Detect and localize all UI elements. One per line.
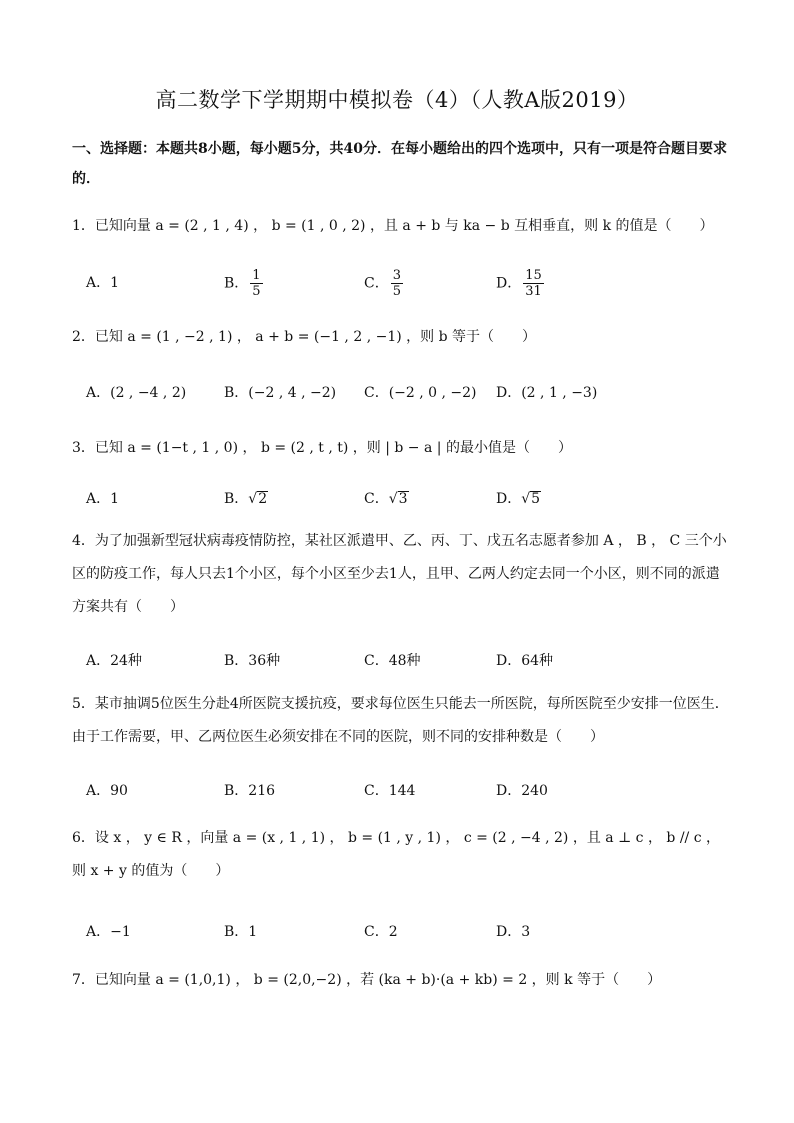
q4-option-c[interactable]: C．48种 <box>364 653 421 669</box>
section-heading: 一、选择题：本题共8小题，每小题5分，共40分．在每小题给出的四个选项中，只有一项是符合题目要求的． <box>72 141 727 187</box>
q3-option-b[interactable] <box>224 488 268 508</box>
option-label: D． <box>496 275 522 292</box>
question-5-options <box>86 780 726 810</box>
q1-option-d[interactable] <box>496 268 544 299</box>
fraction-denominator: 5 <box>252 284 261 299</box>
question-4-stem: 4．为了加强新型冠状病毒疫情防控，某社区派遣甲、乙、丙、丁、戊五名志愿者参加 A ， B ， C 三个小区的防疫工作，每人只去1个小区，每个小区至少去1人，且甲、乙两人约定去同一个小区，则不同的派遣方案共有（ ） <box>72 533 727 615</box>
q5-option-d[interactable]: D．240 <box>496 783 548 799</box>
option-label: C． <box>364 275 389 292</box>
q6-option-c[interactable]: C．2 <box>364 924 398 940</box>
q5-option-c[interactable]: C．144 <box>364 783 416 799</box>
q4-option-b[interactable]: B．36种 <box>224 653 281 669</box>
fraction <box>391 268 403 299</box>
fraction-denominator: 5 <box>392 284 401 299</box>
q2-option-b[interactable]: B．(−2 , 4 , −2) <box>224 385 337 401</box>
question-7-stem: 7．已知向量 a = (1,0,1) ， b = (2,0,−2) ，若 (ka + b)·(a + kb) = 2 ，则 k 等于（ ） <box>72 972 662 988</box>
option-label: B． <box>224 275 249 292</box>
option-value: 1 <box>110 491 120 507</box>
question-2-stem: 2．已知 a = (1 , −2 , 1) ， a + b = (−1 , 2 , −1) ，则 b 等于（ ） <box>72 329 537 345</box>
q3-option-d[interactable] <box>496 488 541 508</box>
option-label: A． <box>86 491 111 507</box>
q4-option-a[interactable]: A．24种 <box>86 653 142 669</box>
q2-option-c[interactable]: C．(−2 , 0 , −2) <box>364 385 477 401</box>
option-label: B． <box>224 491 249 507</box>
q2-option-a[interactable]: A．(2 , −4 , 2) <box>86 385 187 401</box>
fraction-numerator: 1 <box>252 268 261 283</box>
question-6-stem: 6．设 x ， y ∈ R ，向量 a = (x , 1 , 1) ， b = (1 , y , 1) ， c = (2 , −4 , 2) ，且 a ⊥ c ， b // c ，则 x + y 的值为（ ） <box>72 830 721 879</box>
q6-option-d[interactable]: D．3 <box>496 924 531 940</box>
option-value: 1 <box>110 275 120 291</box>
question-1-options <box>86 268 726 298</box>
fraction-numerator: 15 <box>525 268 542 283</box>
question-3-options <box>86 488 726 518</box>
q5-option-b[interactable]: B．216 <box>224 783 276 799</box>
option-label: A． <box>86 275 111 291</box>
question-5-stem: 5．某市抽调5位医生分赴4所医院支援抗疫，要求每位医生只能去一所医院，每所医院至少安排一位医生．由于工作需要，甲、乙两位医生必须安排在不同的医院，则不同的安排种数是（ ） <box>72 696 729 745</box>
q5-option-a[interactable]: A．90 <box>86 783 128 799</box>
sqrt-icon: √ <box>248 491 258 507</box>
question-1-stem: 1．已知向量 a = (2 , 1 , 4) ， b = (1 , 0 , 2) ，且 a + b 与 ka − b 互相垂直，则 k 的值是（ ） <box>72 218 714 234</box>
sqrt-radicand: 2 <box>258 491 268 507</box>
option-label: D． <box>496 491 522 507</box>
fraction-numerator: 3 <box>392 268 401 283</box>
q3-option-a[interactable] <box>86 488 119 508</box>
q2-option-d[interactable]: D．(2 , 1 , −3) <box>496 385 598 401</box>
question-3-stem: 3．已知 a = (1−t , 1 , 0) ， b = (2 , t , t) ，则 | b − a | 的最小值是（ ） <box>72 440 572 456</box>
sqrt-radicand: 5 <box>531 491 541 507</box>
fraction <box>250 268 262 299</box>
q6-option-a[interactable]: A．−1 <box>86 924 131 940</box>
question-6-options <box>86 921 726 951</box>
page-title: 高二数学下学期期中模拟卷（4）（人教A版2019） <box>155 88 639 112</box>
option-label: C． <box>364 491 389 507</box>
question-4-options <box>86 650 726 680</box>
sqrt-icon: √ <box>388 491 398 507</box>
q1-option-a[interactable] <box>86 272 119 292</box>
sqrt-radicand: 3 <box>398 491 408 507</box>
q6-option-b[interactable]: B．1 <box>224 924 258 940</box>
question-2-options <box>86 382 726 412</box>
q3-option-c[interactable] <box>364 488 409 508</box>
sqrt-icon: √ <box>521 491 531 507</box>
fraction-denominator: 31 <box>525 284 542 299</box>
q1-option-b[interactable] <box>224 268 263 299</box>
q1-option-c[interactable] <box>364 268 403 299</box>
q4-option-d[interactable]: D．64种 <box>496 653 554 669</box>
fraction <box>523 268 544 299</box>
